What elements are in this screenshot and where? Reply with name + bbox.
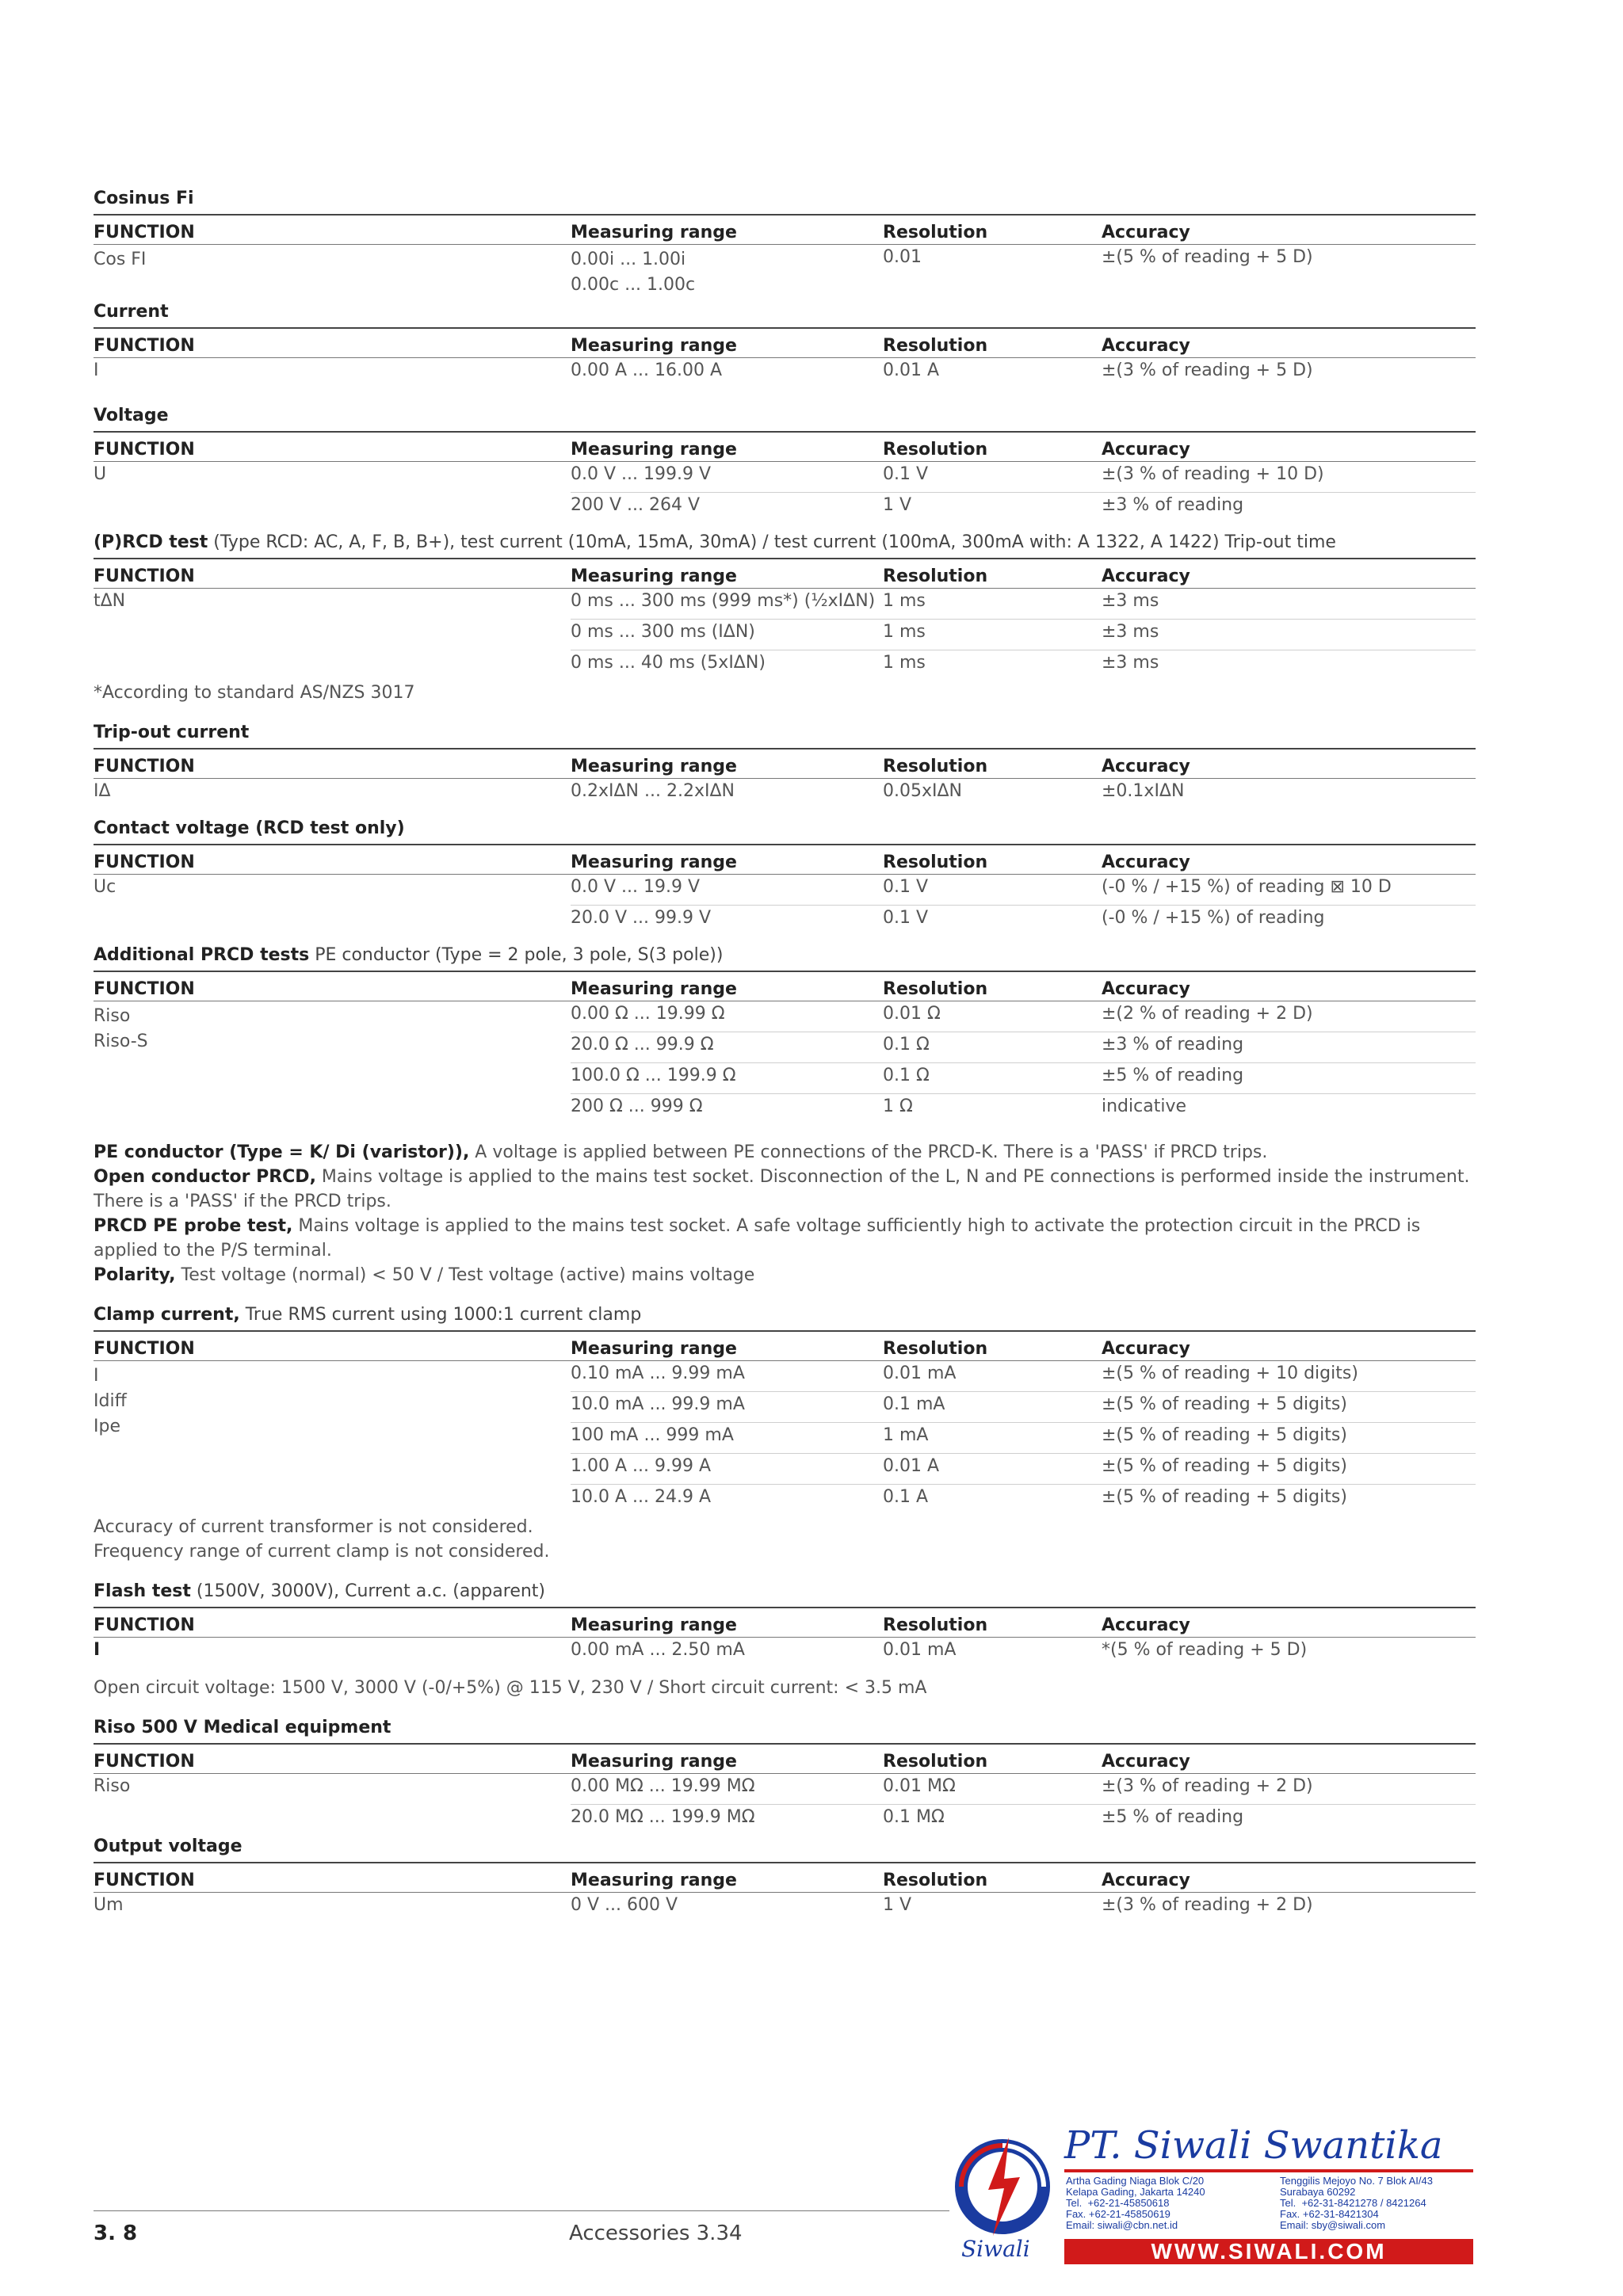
table-row: [94, 1638, 1476, 1669]
range-cell: 0 ms ... 300 ms (999 ms*) (½xIΔN): [571, 589, 883, 620]
section-title-rest: (1500V, 3000V), Current a.c. (apparent): [190, 1581, 546, 1601]
description-paragraph: [94, 1214, 1476, 1263]
header-resolution: Resolution: [883, 845, 1102, 875]
function-cell: IΔ: [94, 781, 111, 801]
address-line: Kelapa Gading, Jakarta 14240: [1066, 2186, 1205, 2198]
resolution-cell: 0.1 V: [883, 462, 1102, 493]
accuracy-cell: ±(5 % of reading + 5 digits): [1102, 1454, 1476, 1485]
header-resolution: Resolution: [883, 215, 1102, 245]
table-row: [94, 1774, 1476, 1805]
accuracy-cell: (-0 % / +15 %) of reading ⊠ 10 D: [1102, 875, 1476, 906]
paragraph-text: Mains voltage is applied to the mains test socket. A safe voltage sufficiently high to activate the protection circuit in the PRCD is applied to the P/S terminal.: [94, 1216, 1421, 1261]
function-cell: Riso: [94, 1776, 131, 1796]
function-cell: U: [94, 464, 107, 484]
header-function: FUNCTION: [94, 328, 571, 358]
header-range: Measuring range: [571, 845, 883, 875]
paragraph-text: Mains voltage is applied to the mains test socket. Disconnection of the L, N and PE connections is performed inside the instrument. There is a 'PASS' if the PRCD trips.: [94, 1167, 1470, 1211]
accuracy-cell: ±(2 % of reading + 2 D): [1102, 1001, 1476, 1032]
range-cell: 0.0 V ... 19.9 V: [571, 875, 883, 906]
table-trip-out-current: [94, 748, 1476, 809]
resolution-cell: 0.1 V: [883, 875, 1102, 906]
range-cell: 0.00 MΩ ... 19.99 MΩ: [571, 1774, 883, 1805]
header-resolution: Resolution: [883, 432, 1102, 462]
table-row: [94, 1805, 1476, 1836]
address-line: Tel. +62-31-8421278 / 8421264: [1280, 2197, 1426, 2209]
section-title-bold: Additional PRCD tests: [94, 945, 310, 965]
range-cell: 200 V ... 264 V: [571, 495, 701, 515]
header-accuracy: Accuracy: [1102, 1744, 1476, 1774]
logo-script-text: Siwali: [961, 2236, 1030, 2262]
address-line: Fax. +62-31-8421304: [1280, 2208, 1379, 2220]
range-cell: 0.00i ... 1.00i: [571, 250, 686, 269]
spec-content: [94, 187, 1476, 1923]
footnote: *According to standard AS/NZS 3017: [94, 683, 415, 703]
company-name: PT. Siwali Swantika: [1064, 2123, 1443, 2168]
function-cell: Idiff: [94, 1391, 127, 1411]
header-resolution: Resolution: [883, 559, 1102, 589]
resolution-cell: 0.1 A: [883, 1487, 929, 1507]
accuracy-cell: ±(3 % of reading + 2 D): [1102, 1895, 1313, 1915]
resolution-cell: 0.05xIΔN: [883, 781, 962, 801]
header-function: FUNCTION: [94, 749, 571, 779]
header-range: Measuring range: [571, 1863, 883, 1893]
section-title-bold: (P)RCD test: [94, 532, 208, 552]
resolution-cell: 1 mA: [883, 1423, 1102, 1454]
table-cosinus-fi: [94, 214, 1476, 300]
resolution-cell: 0.01 A: [883, 360, 940, 380]
resolution-cell: 1 Ω: [883, 1097, 913, 1116]
section-title-clamp-current: [94, 1303, 1476, 1327]
table-contact-voltage: [94, 844, 1476, 936]
website-banner: WWW.SIWALI.COM: [1064, 2239, 1473, 2264]
resolution-cell: 1 ms: [883, 653, 926, 673]
accuracy-cell: indicative: [1102, 1097, 1187, 1116]
range-cell: 1.00 A ... 9.99 A: [571, 1454, 883, 1485]
header-accuracy: Accuracy: [1102, 1331, 1476, 1361]
table-row: [94, 620, 1476, 650]
header-range: Measuring range: [571, 432, 883, 462]
resolution-cell: 0.01 MΩ: [883, 1774, 1102, 1805]
resolution-cell: 1 ms: [883, 620, 1102, 650]
section-title-bold: Clamp current,: [94, 1305, 240, 1325]
function-cell: Riso: [94, 1006, 131, 1026]
range-cell: 10.0 mA ... 99.9 mA: [571, 1392, 883, 1423]
header-accuracy: Accuracy: [1102, 328, 1476, 358]
accuracy-cell: ±3 ms: [1102, 620, 1476, 650]
address-jakarta: [1066, 2176, 1205, 2231]
table-current: [94, 327, 1476, 388]
header-function: FUNCTION: [94, 1744, 571, 1774]
paragraph-heading: PRCD PE probe test,: [94, 1216, 293, 1236]
range-cell: 0 V ... 600 V: [571, 1895, 678, 1915]
range-cell: 0.0 V ... 199.9 V: [571, 462, 883, 493]
table-clamp-current: [94, 1330, 1476, 1515]
table-row: [94, 245, 1476, 301]
range-cell: 20.0 MΩ ... 199.9 MΩ: [571, 1807, 755, 1827]
range-cell: 0.00 Ω ... 19.99 Ω: [571, 1001, 883, 1032]
section-title-rest: (Type RCD: AC, A, F, B, B+), test current (10mA, 15mA, 30mA) / test current (100mA, 300mA with: A 1322, A 1422) Trip-out time: [208, 532, 1336, 552]
footnote: Frequency range of current clamp is not considered.: [94, 1542, 550, 1562]
section-title-rest: PE conductor (Type = 2 pole, 3 pole, S(3 pole)): [309, 945, 724, 965]
paragraph-text: A voltage is applied between PE connections of the PRCD-K. There is a 'PASS' if PRCD trips.: [469, 1142, 1268, 1162]
table-row: [94, 462, 1476, 493]
range-cell: 0 ms ... 300 ms (IΔN): [571, 620, 883, 650]
paragraph-heading: Polarity,: [94, 1265, 176, 1285]
range-cell: 0.00 mA ... 2.50 mA: [571, 1640, 745, 1660]
header-range: Measuring range: [571, 1744, 883, 1774]
range-cell: 100.0 Ω ... 199.9 Ω: [571, 1063, 883, 1094]
header-resolution: Resolution: [883, 1608, 1102, 1638]
resolution-cell: 0.01: [883, 247, 922, 267]
footnote: Open circuit voltage: 1500 V, 3000 V (-0/+5%) @ 115 V, 230 V / Short circuit current: < 3.5 mA: [94, 1678, 927, 1698]
resolution-cell: 1 V: [883, 1895, 912, 1915]
accuracy-cell: ±0.1xIΔN: [1102, 781, 1185, 801]
section-title-prcd-test: [94, 531, 1476, 555]
accuracy-cell: ±3 % of reading: [1102, 495, 1244, 515]
address-line: Artha Gading Niaga Blok C/20: [1066, 2175, 1205, 2187]
range-cell: 0 ms ... 40 ms (5xIΔN): [571, 653, 766, 673]
section-title-bold: Flash test: [94, 1581, 191, 1601]
table-row: [94, 779, 1476, 810]
paragraph-heading: Open conductor PRCD,: [94, 1167, 316, 1187]
header-function: FUNCTION: [94, 559, 571, 589]
accuracy-cell: ±(3 % of reading + 2 D): [1102, 1774, 1476, 1805]
accuracy-cell: ±(5 % of reading + 5 D): [1102, 247, 1313, 267]
header-range: Measuring range: [571, 971, 883, 1001]
table-row: [94, 1893, 1476, 1924]
accuracy-cell: ±(5 % of reading + 5 digits): [1102, 1392, 1476, 1423]
table-row: [94, 589, 1476, 620]
header-range: Measuring range: [571, 1608, 883, 1638]
section-title-current: Current: [94, 302, 169, 322]
footer-section-label: Accessories 3.34: [569, 2222, 743, 2245]
resolution-cell: 0.1 mA: [883, 1392, 1102, 1423]
header-function: FUNCTION: [94, 432, 571, 462]
page-number: 3. 8: [94, 2222, 138, 2245]
function-cell: tΔN: [94, 591, 126, 611]
header-function: FUNCTION: [94, 215, 571, 245]
header-range: Measuring range: [571, 215, 883, 245]
section-title-contact-voltage: Contact voltage (RCD test only): [94, 818, 405, 838]
function-cell: Riso-S: [94, 1032, 148, 1051]
company-name-underline: [1064, 2169, 1473, 2172]
table-row: [94, 493, 1476, 524]
header-accuracy: Accuracy: [1102, 559, 1476, 589]
function-cell: I: [94, 1640, 101, 1660]
function-cell: Um: [94, 1895, 124, 1915]
resolution-cell: 0.01 mA: [883, 1361, 1102, 1392]
address-line: Tel. +62-21-45850618: [1066, 2197, 1170, 2209]
company-logo-block: [947, 2123, 1478, 2274]
header-resolution: Resolution: [883, 749, 1102, 779]
resolution-cell: 0.1 Ω: [883, 1032, 1102, 1063]
paragraph-heading: PE conductor (Type = K/ Di (varistor)),: [94, 1142, 470, 1162]
accuracy-cell: ±3 ms: [1102, 653, 1159, 673]
resolution-cell: 0.1 MΩ: [883, 1807, 945, 1827]
header-function: FUNCTION: [94, 1608, 571, 1638]
table-riso-500v: [94, 1743, 1476, 1835]
header-range: Measuring range: [571, 328, 883, 358]
header-accuracy: Accuracy: [1102, 971, 1476, 1001]
address-line: Email: sby@siwali.com: [1280, 2219, 1386, 2231]
range-cell: 10.0 A ... 24.9 A: [571, 1487, 712, 1507]
address-line: Fax. +62-21-45850619: [1066, 2208, 1170, 2220]
accuracy-cell: ±(5 % of reading + 5 digits): [1102, 1487, 1347, 1507]
table-voltage: [94, 431, 1476, 523]
range-cell: 0.2xIΔN ... 2.2xIΔN: [571, 781, 735, 801]
paragraph-text: Test voltage (normal) < 50 V / Test voltage (active) mains voltage: [175, 1265, 755, 1285]
siwali-logo-icon: [947, 2131, 1058, 2242]
table-flash-test: [94, 1607, 1476, 1668]
accuracy-cell: ±(3 % of reading + 10 D): [1102, 462, 1476, 493]
resolution-cell: 0.01 Ω: [883, 1001, 1102, 1032]
resolution-cell: 0.1 V: [883, 908, 929, 928]
accuracy-cell: *(5 % of reading + 5 D): [1102, 1640, 1308, 1660]
table-row: [94, 650, 1476, 681]
table-additional-prcd: [94, 971, 1476, 1124]
table-prcd-test: [94, 558, 1476, 681]
section-title-trip-out-current: Trip-out current: [94, 723, 250, 742]
resolution-cell: 0.01 A: [883, 1454, 1102, 1485]
header-resolution: Resolution: [883, 971, 1102, 1001]
header-accuracy: Accuracy: [1102, 1863, 1476, 1893]
section-title-voltage: Voltage: [94, 406, 169, 425]
accuracy-cell: ±(3 % of reading + 5 D): [1102, 360, 1313, 380]
range-cell: 0.00 A ... 16.00 A: [571, 360, 723, 380]
section-title-rest: True RMS current using 1000:1 current clamp: [239, 1305, 642, 1325]
footer-rule: [94, 2210, 949, 2211]
accuracy-cell: ±(5 % of reading + 5 digits): [1102, 1423, 1476, 1454]
resolution-cell: 1 V: [883, 495, 912, 515]
range-cell: 200 Ω ... 999 Ω: [571, 1097, 703, 1116]
header-resolution: Resolution: [883, 328, 1102, 358]
range-cell: 20.0 Ω ... 99.9 Ω: [571, 1032, 883, 1063]
description-paragraph: [94, 1140, 1476, 1165]
header-range: Measuring range: [571, 749, 883, 779]
table-row: [94, 906, 1476, 936]
description-paragraph: [94, 1263, 1476, 1287]
function-cell: I: [94, 1366, 99, 1386]
header-resolution: Resolution: [883, 1331, 1102, 1361]
section-title-additional-prcd: [94, 944, 1476, 967]
section-title-output-voltage: Output voltage: [94, 1836, 242, 1856]
address-line: Surabaya 60292: [1280, 2186, 1356, 2198]
section-title-flash-test: [94, 1580, 1476, 1604]
header-accuracy: Accuracy: [1102, 845, 1476, 875]
address-surabaya: [1280, 2176, 1433, 2231]
table-output-voltage: [94, 1862, 1476, 1923]
range-cell: 0.10 mA ... 9.99 mA: [571, 1361, 883, 1392]
table-row: [94, 358, 1476, 389]
function-cell: I: [94, 360, 99, 380]
header-accuracy: Accuracy: [1102, 432, 1476, 462]
header-range: Measuring range: [571, 1331, 883, 1361]
header-function: FUNCTION: [94, 1331, 571, 1361]
range-cell: 0.00c ... 1.00c: [571, 275, 696, 295]
header-accuracy: Accuracy: [1102, 1608, 1476, 1638]
header-resolution: Resolution: [883, 1863, 1102, 1893]
table-row: [94, 1001, 1476, 1032]
table-row: [94, 875, 1476, 906]
address-line: Email: siwali@cbn.net.id: [1066, 2219, 1178, 2231]
header-function: FUNCTION: [94, 845, 571, 875]
resolution-cell: 0.01 mA: [883, 1640, 957, 1660]
header-range: Measuring range: [571, 559, 883, 589]
function-cell: Uc: [94, 877, 116, 897]
accuracy-cell: ±3 % of reading: [1102, 1032, 1476, 1063]
accuracy-cell: ±5 % of reading: [1102, 1063, 1476, 1094]
section-title-cosinus-fi: Cosinus Fi: [94, 189, 194, 208]
header-resolution: Resolution: [883, 1744, 1102, 1774]
resolution-cell: 0.1 Ω: [883, 1063, 1102, 1094]
accuracy-cell: ±3 ms: [1102, 589, 1476, 620]
function-cell: Cos FI: [94, 250, 147, 269]
range-cell: 100 mA ... 999 mA: [571, 1423, 883, 1454]
header-accuracy: Accuracy: [1102, 749, 1476, 779]
function-cell: Ipe: [94, 1417, 120, 1436]
resolution-cell: 1 ms: [883, 589, 1102, 620]
footnote: Accuracy of current transformer is not considered.: [94, 1517, 533, 1537]
header-function: FUNCTION: [94, 1863, 571, 1893]
range-cell: 20.0 V ... 99.9 V: [571, 908, 712, 928]
accuracy-cell: ±(5 % of reading + 10 digits): [1102, 1361, 1476, 1392]
accuracy-cell: ±5 % of reading: [1102, 1807, 1244, 1827]
header-function: FUNCTION: [94, 971, 571, 1001]
address-line: Tenggilis Mejoyo No. 7 Blok AI/43: [1280, 2175, 1433, 2187]
accuracy-cell: (-0 % / +15 %) of reading: [1102, 908, 1325, 928]
header-accuracy: Accuracy: [1102, 215, 1476, 245]
description-paragraph: [94, 1165, 1476, 1214]
table-row: [94, 1361, 1476, 1392]
section-title-riso-500v: Riso 500 V Medical equipment: [94, 1718, 391, 1737]
